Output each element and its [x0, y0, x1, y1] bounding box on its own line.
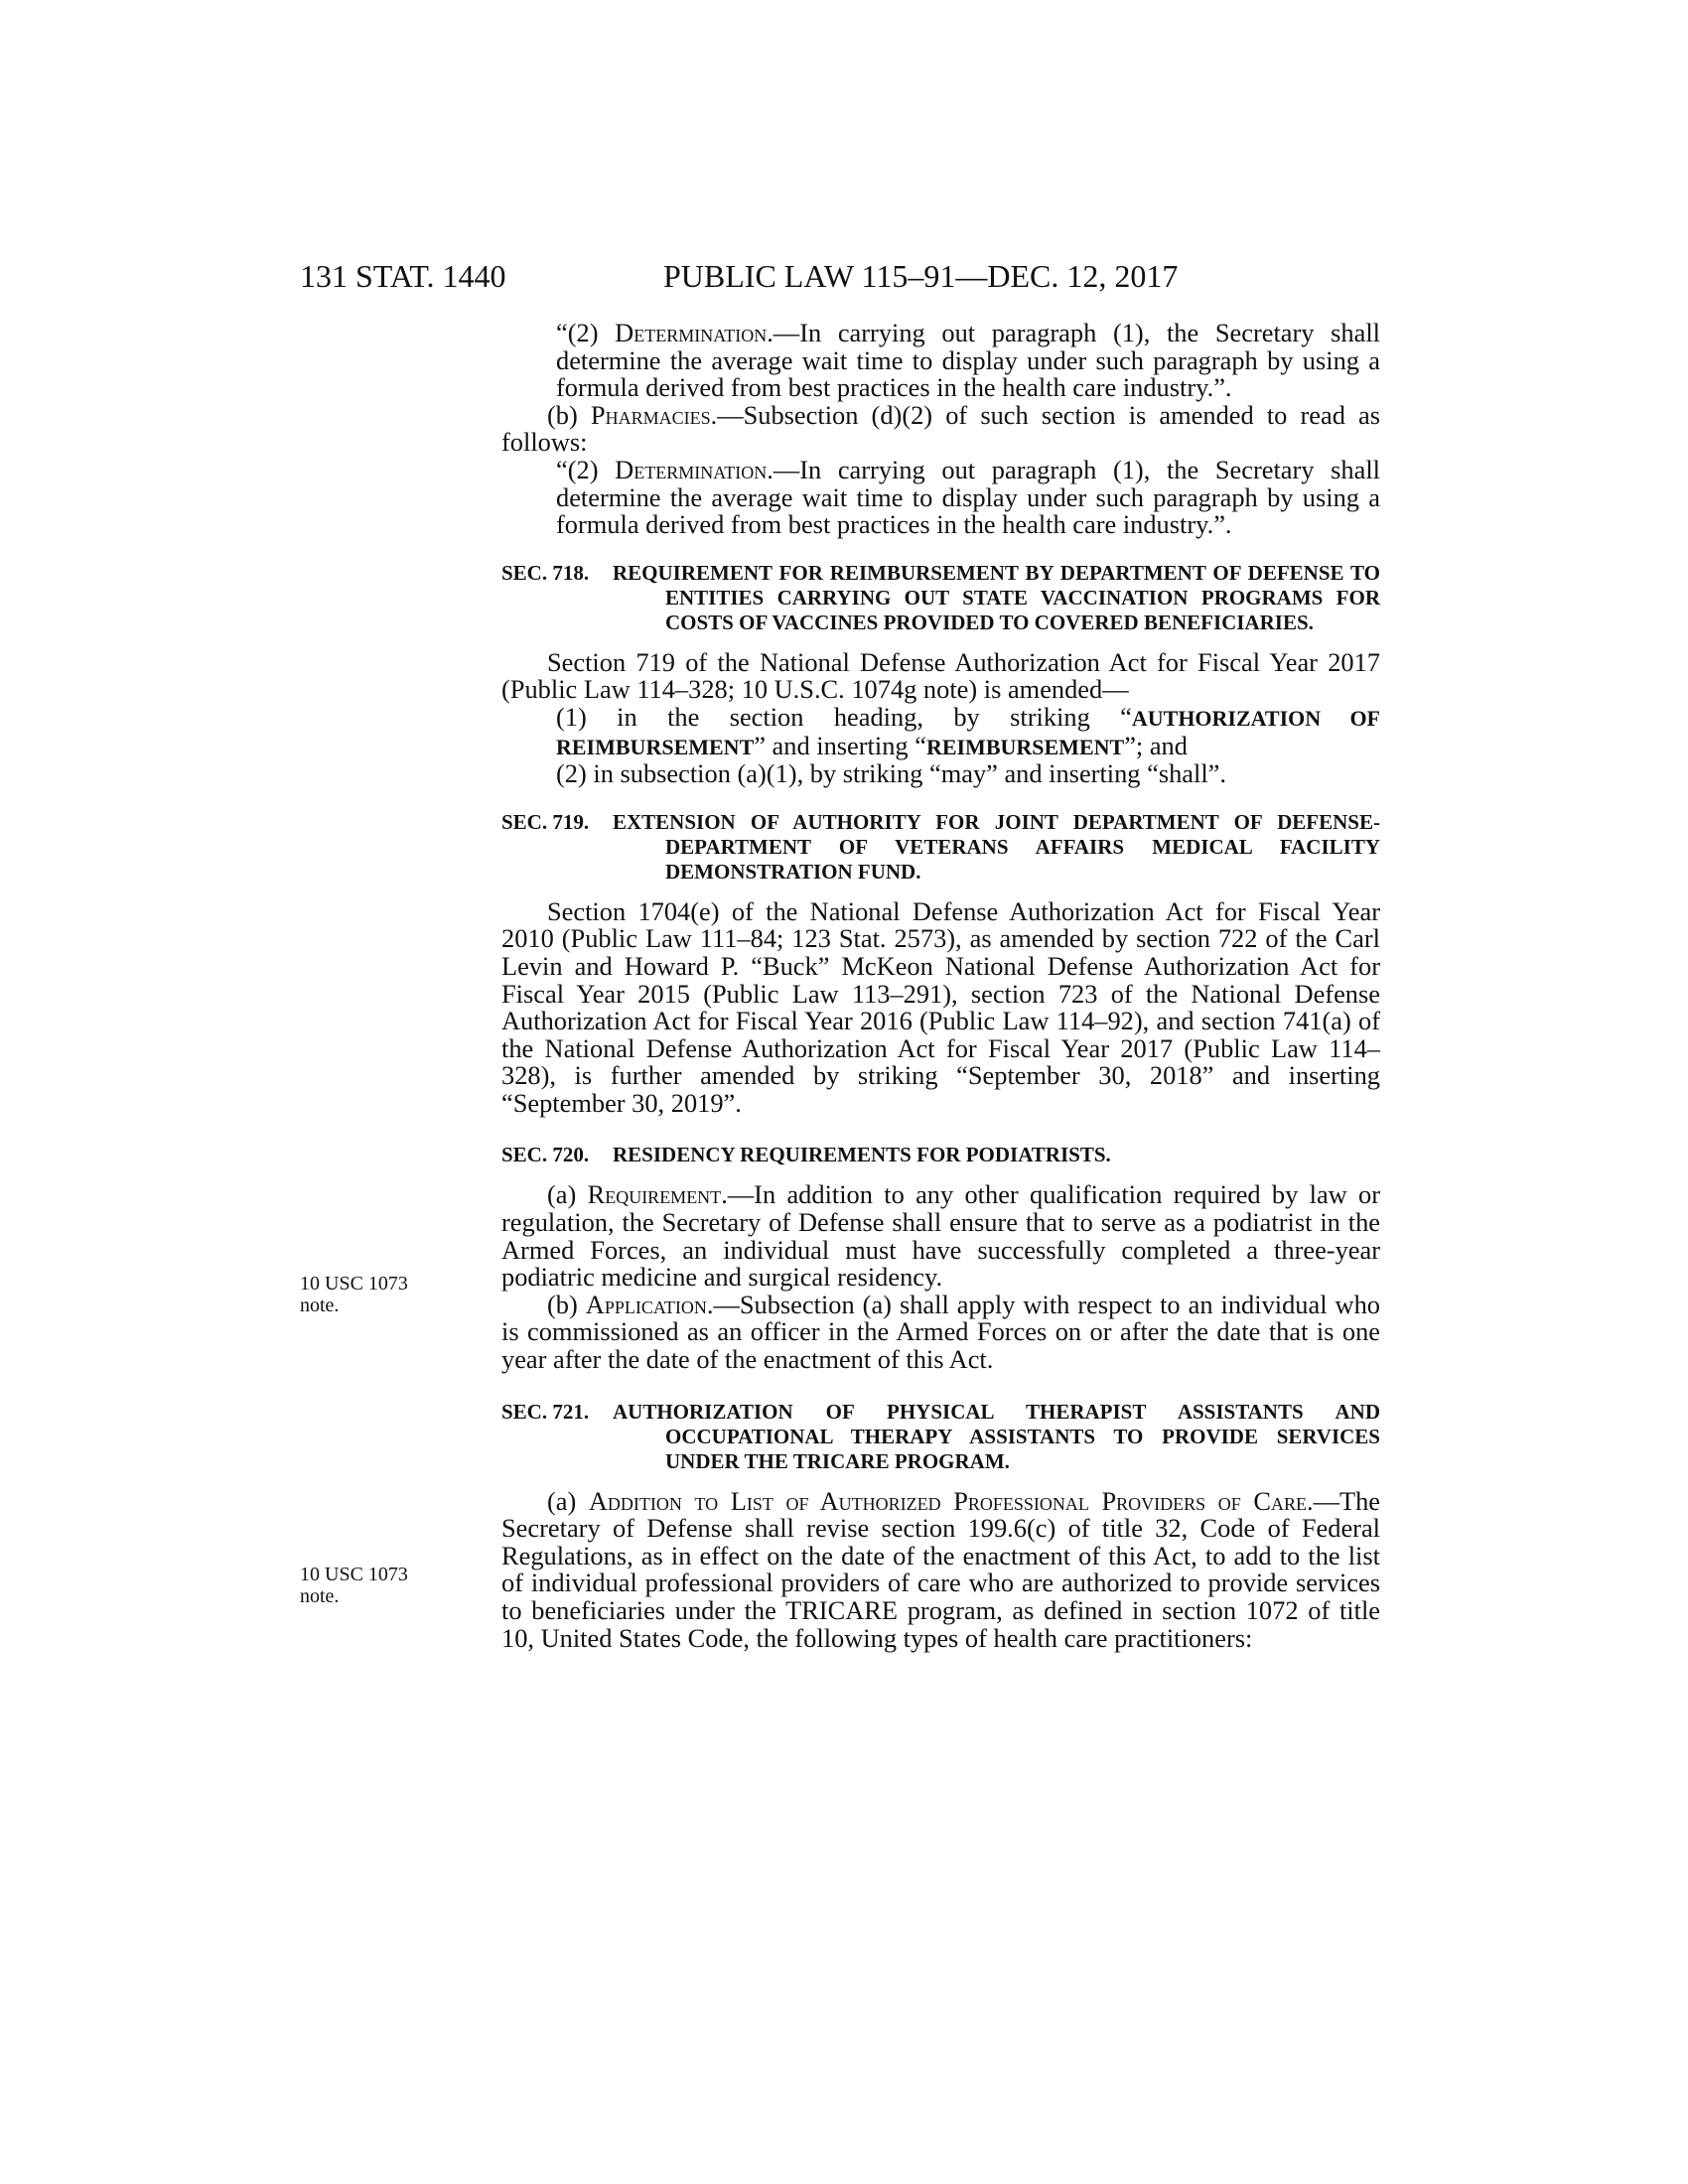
section-720-subsection-b: (b) Application.—Subsection (a) shall apply with respect to an individual who is commissioned as an officer in the Armed Forces on or after the date that is one year after the date of the enactment of this Act. [501, 1289, 1380, 1375]
running-header [0, 256, 1688, 296]
quoted-paragraph-2: “(2) Determination.—In carrying out paragraph (1), the Secretary shall determine the average wait time to display under such paragraph by using a formula derived from best practices in the health care industry.”. [556, 454, 1380, 540]
section-718-item-1: (1) in the section heading, by striking “AUTHORIZATION OF REIMBURSEMENT” and inserting “REIMBURSEMENT”; and [556, 701, 1380, 760]
quoted-paragraph-1: “(2) Determination.—In carrying out paragraph (1), the Secretary shall determine the average wait time to display under such paragraph by using a formula derived from best practices in the health care industry.”. [556, 318, 1380, 403]
subsection-b-pharmacies: (b) Pharmacies.—Subsection (d)(2) of such section is amended to read as follows: [501, 399, 1380, 458]
margin-note-sec721: 10 USC 1073 note. [300, 1564, 408, 1607]
section-720-subsection-a: (a) Requirement.—In addition to any other qualification required by law or regulation, the Secretary of Defense shall ensure that to serve as a podiatrist in the Armed Forces, an individual must have successfully completed a three-year podiatric medicine and surgical residency. [501, 1179, 1380, 1293]
section-718-item-2: (2) in subsection (a)(1), by striking “may” and inserting “shall”. [556, 758, 1226, 789]
section-heading-721: SEC. 721. AUTHORIZATION OF PHYSICAL THERAPIST ASSISTANTS AND OCCUPATIONAL THERAPY ASSISTANTS TO PROVIDE SERVICES UNDER THE TRICARE PROGRAM. [501, 1399, 1380, 1473]
section-heading-720: SEC. 720. RESIDENCY REQUIREMENTS FOR PODIATRISTS. [501, 1143, 1111, 1167]
margin-note-sec720: 10 USC 1073 note. [300, 1273, 408, 1316]
section-heading-719: SEC. 719. EXTENSION OF AUTHORITY FOR JOINT DEPARTMENT OF DEFENSE-DEPARTMENT OF VETERANS AFFAIRS MEDICAL FACILITY DEMONSTRATION FUND. [501, 809, 1380, 884]
law-title-date: PUBLIC LAW 115–91—DEC. 12, 2017 [663, 258, 1179, 294]
statute-page-number: 131 STAT. 1440 [300, 258, 506, 294]
section-719-body: Section 1704(e) of the National Defense Authorization Act for Fiscal Year 2010 (Public Law 111–84; 123 Stat. 2573), as amended by section 722 of the Carl Levin and Howard P. “Buck” McKeon National Defense Authorization Act for Fiscal Year 2015 (Public Law 113–291), section 723 of the National Defense Authorization Act for Fiscal Year 2016 (Public Law 114–92), and section 741(a) of the National Defense Authorization Act for Fiscal Year 2017 (Public Law 114–328), is further amended by striking “September 30, 2018” and inserting “September 30, 2019”. [501, 895, 1380, 1118]
section-718-body: Section 719 of the National Defense Authorization Act for Fiscal Year 2017 (Public Law 114–328; 10 U.S.C. 1074g note) is amended— [501, 646, 1380, 705]
section-721-subsection-a: (a) Addition to List of Authorized Professional Providers of Care.—The Secretary of Defense shall revise section 199.6(c) of title 32, Code of Federal Regulations, as in effect on the date of the enactment of this Act, to add to the list of individual professional providers of care who are authorized to provide services to beneficiaries under the TRICARE program, as defined in section 1072 of title 10, United States Code, the following types of health care practitioners: [501, 1485, 1380, 1653]
main-text-column [501, 320, 1380, 1652]
section-heading-718: SEC. 718. REQUIREMENT FOR REIMBURSEMENT BY DEPARTMENT OF DEFENSE TO ENTITIES CARRYING OUT STATE VACCINATION PROGRAMS FOR COSTS OF VACCINES PROVIDED TO COVERED BENEFICIARIES. [501, 560, 1380, 634]
